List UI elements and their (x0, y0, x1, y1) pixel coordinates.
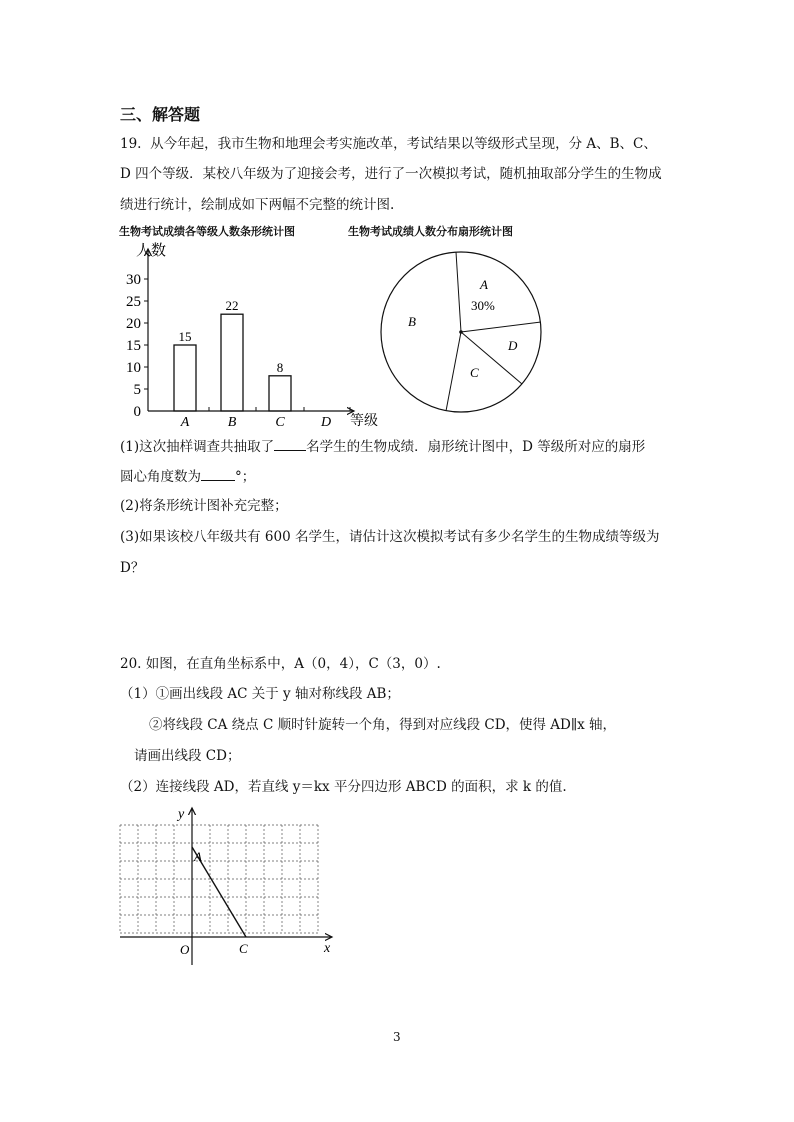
grid-label-y: y (178, 807, 185, 822)
q20-line-3: ②将线段 CA 绕点 C 顺时针旋转一个角，得到对应线段 CD，使得 AD∥x 轴， (149, 717, 617, 733)
bar-y-tick-label: 10 (126, 360, 141, 376)
bar-data-label-a: 15 (178, 329, 192, 344)
section-title: 三、解答题 (120, 105, 201, 124)
q19-sub-2: (2)将条形统计图补充完整； (120, 498, 288, 514)
answer-blank-1[interactable] (274, 436, 306, 451)
bar-category-label-b: B (227, 415, 237, 430)
q19-sub-3: (3)如果该校八年级共有 600 名学生，请估计这次模拟考试有多少名学生的生物成绩等级为 (120, 529, 660, 545)
pie-label-d: D (508, 338, 518, 353)
bar-category-label-a: A (180, 415, 190, 430)
q19-sub-1 (120, 436, 645, 457)
pie-center (459, 330, 463, 334)
q19-line-3: 绩进行统计，绘制成如下两幅不完整的统计图. (120, 197, 395, 213)
answer-blank-2[interactable] (201, 466, 235, 481)
bar-chart (110, 235, 380, 435)
bar-y-tick-label: 5 (133, 382, 141, 398)
pie-label-b: B (408, 314, 416, 329)
q20-line-2: （1）①画出线段 AC 关于 y 轴对称线段 AB； (120, 686, 400, 702)
q19-sub-1-text-c: 圆心角度数为 (120, 469, 201, 485)
bar-chart-caption: 生物考试成绩各等级人数条形统计图 (119, 225, 295, 238)
q19-text-1: 从今年起，我市生物和地理会考实施改革，考试结果以等级形式呈现，分 A、B、C、 (150, 136, 657, 152)
bar-y-tick-label: 30 (126, 272, 141, 288)
bar-y-tick-label: 0 (133, 404, 141, 420)
q19-sub-1-text-b: 名学生的生物成绩．扇形统计图中，D 等级所对应的扇形 (306, 439, 646, 455)
pie-chart-caption: 生物考试成绩人数分布扇形统计图 (348, 225, 513, 238)
bar-data-label-c: 8 (276, 359, 284, 375)
q20-line-4: 请画出线段 CD； (134, 748, 241, 764)
q19-line-2: D 四个等级．某校八年级为了迎接会考，进行了一次模拟考试，随机抽取部分学生的生物成 (120, 166, 662, 182)
bar-y-tick-label: 20 (126, 316, 141, 332)
pie-label-a: A (480, 277, 488, 292)
q19-sub-1-cont (120, 466, 255, 487)
bar-data-label-b: 22 (225, 298, 239, 314)
pie-boundary-c-b (446, 332, 461, 411)
bar-x-label: 等级 (350, 414, 378, 429)
grid-label-a: A (194, 849, 202, 864)
q19-sub-1-text-d: °； (235, 469, 256, 485)
q19-sub-3-cont: D？ (120, 560, 145, 576)
q19-sub-1-text-a: (1)这次抽样调查共抽取了 (120, 439, 275, 455)
q19-line-1 (120, 134, 657, 154)
pie-chart (371, 242, 551, 422)
bar-category-label-d: D (320, 415, 332, 430)
bar-a (174, 345, 196, 411)
pie-boundary-b-a (456, 252, 461, 332)
bar-c (269, 376, 291, 411)
grid-label-x: x (324, 941, 331, 956)
q20-line-5: （2）连接线段 AD，若直线 y＝kx 平分四边形 ABCD 的面积，求 k 的值. (120, 779, 567, 795)
q20-line-1: 20. 如图，在直角坐标系中，A（0，4），C（3，0）. (120, 656, 441, 672)
q19-number: 19. (120, 136, 142, 152)
pie-boundary-a-d (461, 322, 541, 332)
bar-y-tick-label: 15 (126, 338, 141, 354)
bar-y-label: 人数 (136, 243, 167, 259)
grid-label-origin: O (180, 942, 190, 957)
page-number: 3 (393, 1030, 401, 1044)
grid-label-c: C (239, 941, 248, 956)
bar-b (221, 314, 243, 411)
bar-y-tick-label: 25 (126, 294, 141, 310)
bar-category-label-c: C (275, 415, 285, 430)
coordinate-grid (115, 800, 345, 970)
pie-label-c: C (470, 365, 479, 380)
pie-percent-a: 30% (471, 298, 495, 313)
